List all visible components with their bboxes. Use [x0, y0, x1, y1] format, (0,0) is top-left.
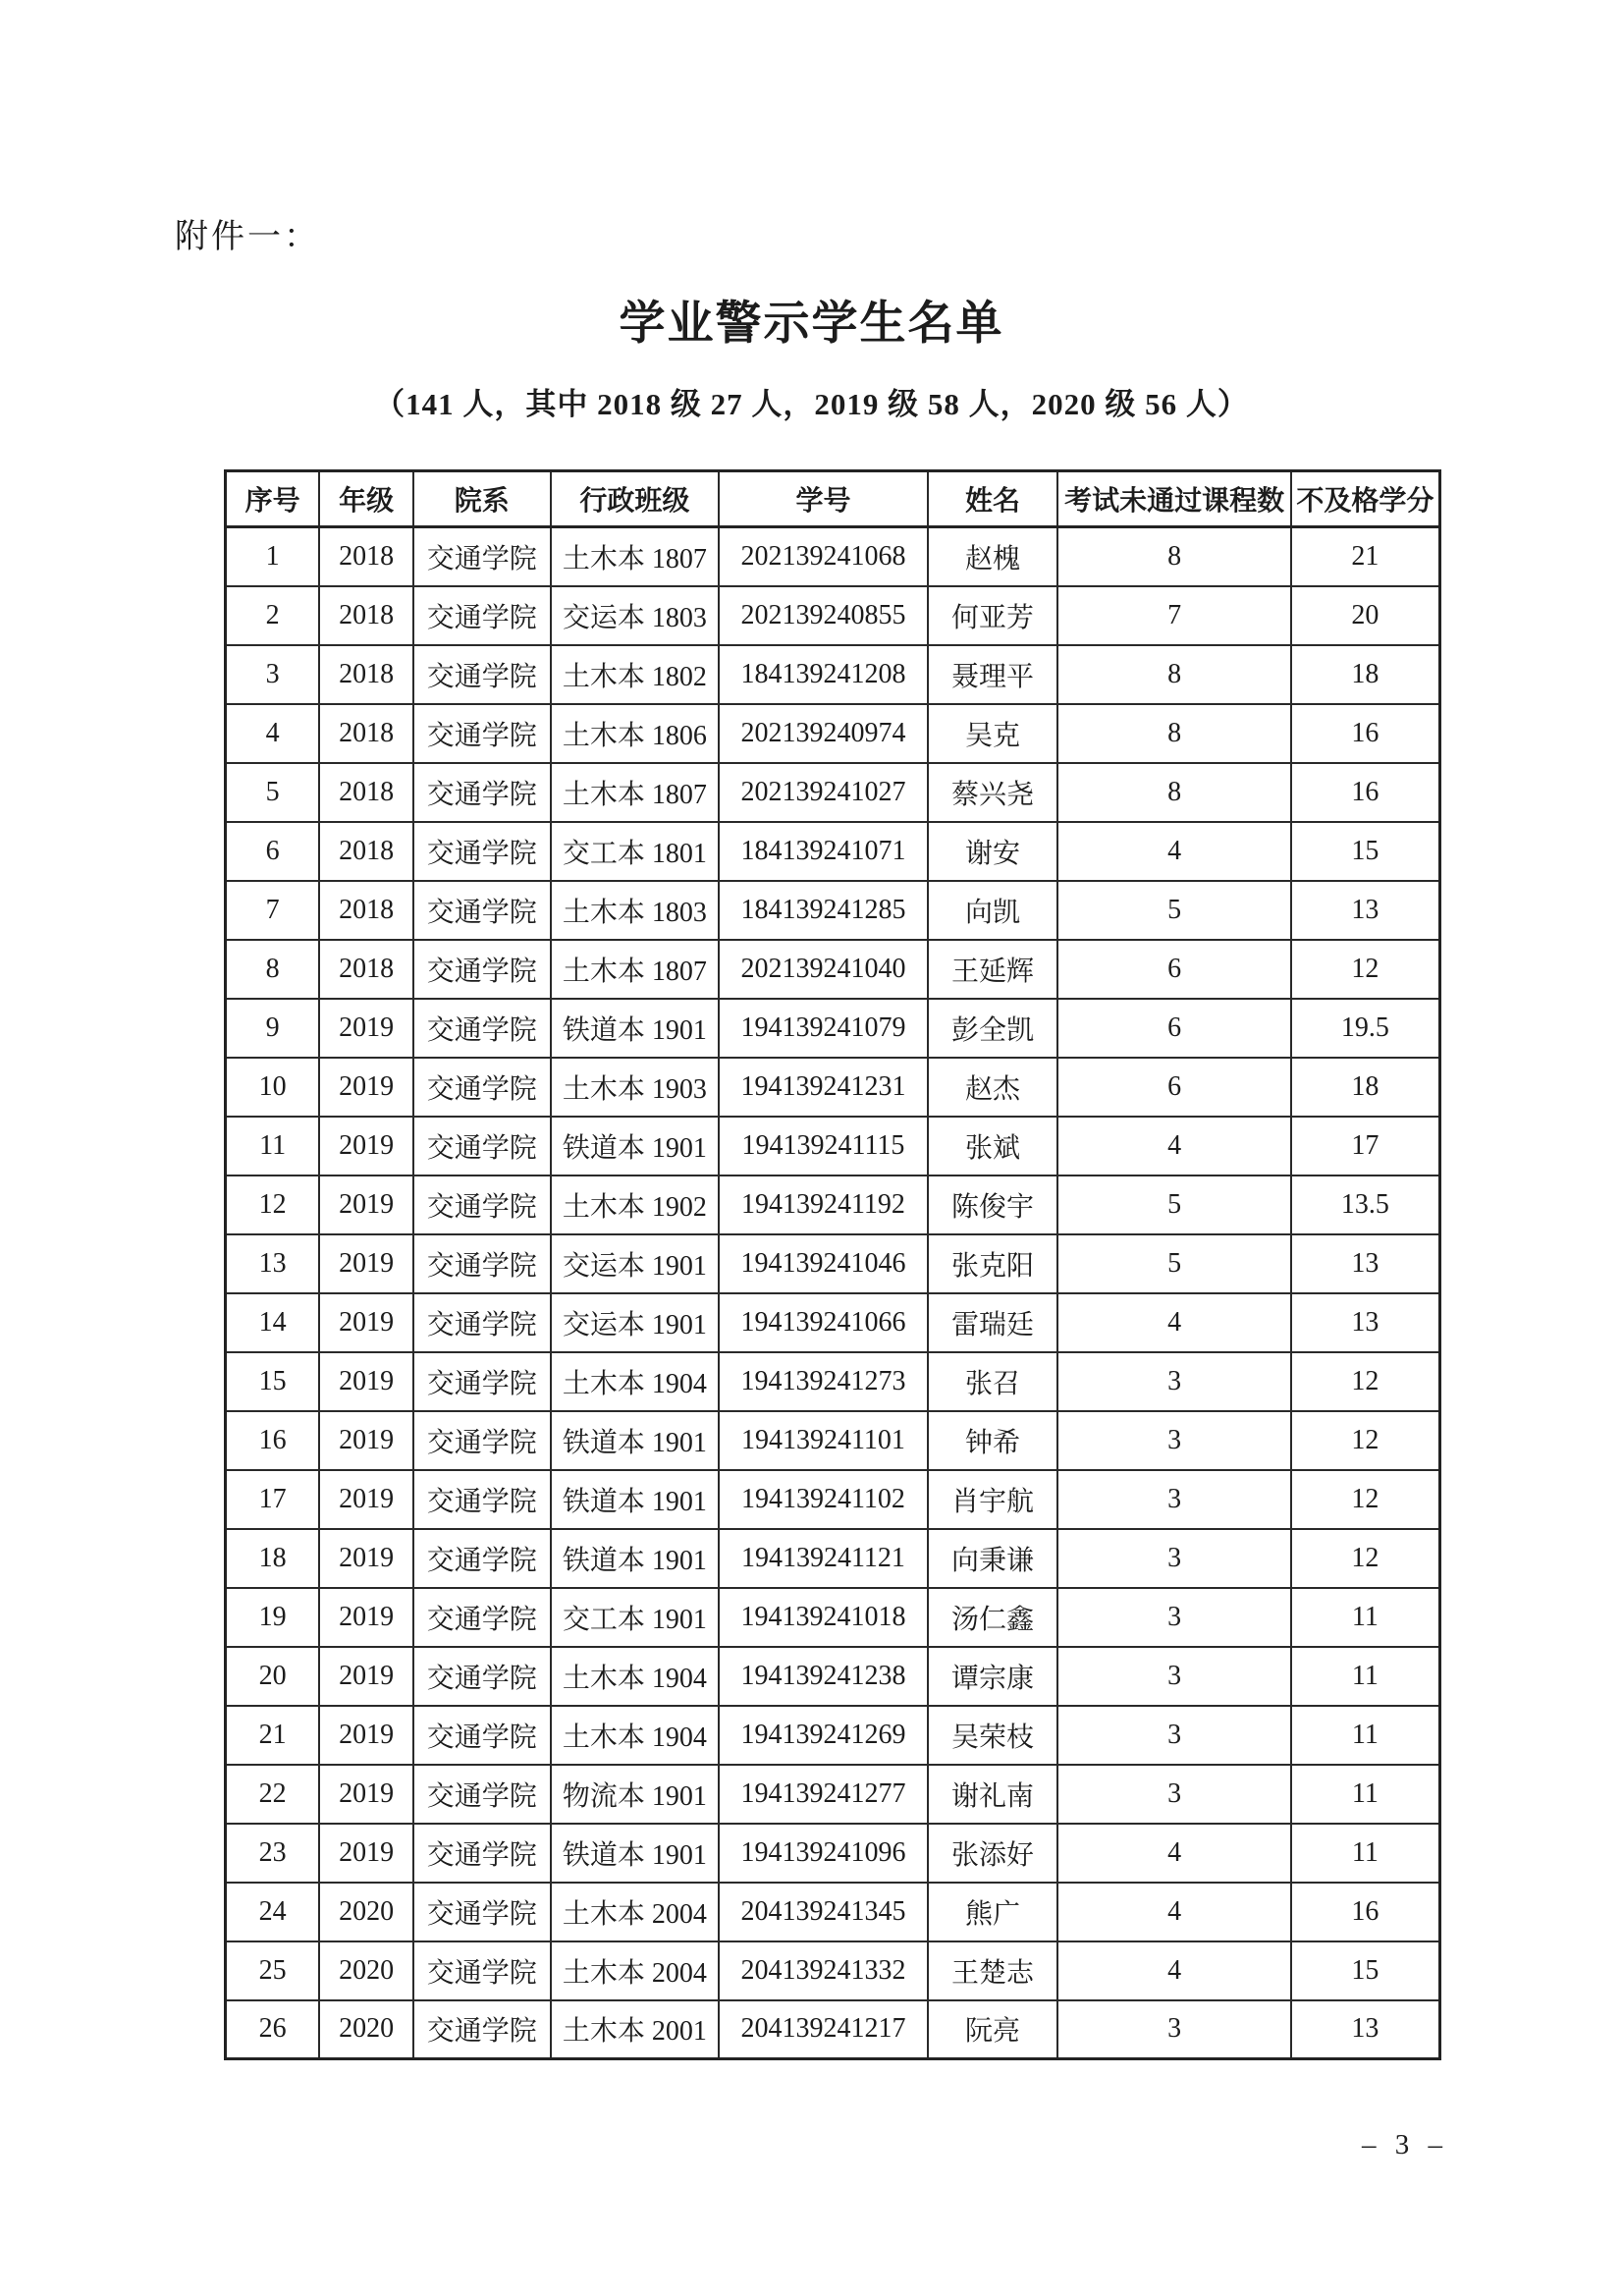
table-cell: 交运本 1803 [551, 586, 720, 645]
table-cell: 13 [1291, 1293, 1440, 1352]
table-cell: 4 [1057, 1117, 1290, 1175]
table-cell: 何亚芳 [928, 586, 1058, 645]
column-header: 姓名 [928, 471, 1058, 527]
table-cell: 交通学院 [413, 527, 551, 586]
table-cell: 2019 [319, 1293, 413, 1352]
table-cell: 7 [226, 881, 320, 940]
table-cell: 11 [1291, 1647, 1440, 1706]
table-cell: 2020 [319, 2000, 413, 2059]
table-cell: 17 [1291, 1117, 1440, 1175]
table-cell: 184139241208 [719, 645, 928, 704]
table-cell: 3 [1057, 1529, 1290, 1588]
table-cell: 交通学院 [413, 1175, 551, 1234]
table-cell: 土木本 1802 [551, 645, 720, 704]
table-cell: 4 [226, 704, 320, 763]
table-cell: 204139241217 [719, 2000, 928, 2059]
table-cell: 交通学院 [413, 822, 551, 881]
table-cell: 3 [226, 645, 320, 704]
column-header: 考试未通过课程数 [1057, 471, 1290, 527]
table-cell: 16 [1291, 1883, 1440, 1941]
table-row [226, 1058, 1440, 1117]
page-number: – 3 – [1362, 2129, 1448, 2160]
table-cell: 向秉谦 [928, 1529, 1058, 1588]
table-cell: 交通学院 [413, 1588, 551, 1647]
table-cell: 谢安 [928, 822, 1058, 881]
table-cell: 11 [1291, 1588, 1440, 1647]
table-cell: 18 [1291, 1058, 1440, 1117]
table-cell: 交通学院 [413, 1765, 551, 1824]
table-cell: 202139241068 [719, 527, 928, 586]
table-cell: 4 [1057, 1941, 1290, 2000]
table-cell: 雷瑞廷 [928, 1293, 1058, 1352]
table-cell: 土木本 2004 [551, 1883, 720, 1941]
table-cell: 20 [1291, 586, 1440, 645]
table-cell: 3 [1057, 1706, 1290, 1765]
table-cell: 2019 [319, 1529, 413, 1588]
table-cell: 11 [226, 1117, 320, 1175]
table-cell: 13 [226, 1234, 320, 1293]
table-cell: 土木本 1903 [551, 1058, 720, 1117]
table-cell: 6 [1057, 940, 1290, 999]
table-row [226, 1647, 1440, 1706]
table-cell: 194139241018 [719, 1588, 928, 1647]
table-row [226, 881, 1440, 940]
table-cell: 物流本 1901 [551, 1765, 720, 1824]
table-cell: 交通学院 [413, 1058, 551, 1117]
table-cell: 8 [1057, 704, 1290, 763]
table-cell: 17 [226, 1470, 320, 1529]
table-cell: 向凯 [928, 881, 1058, 940]
table-cell: 土木本 2001 [551, 2000, 720, 2059]
attachment-label: 附件一： [175, 219, 320, 255]
table-cell: 土木本 1904 [551, 1352, 720, 1411]
table-cell: 2020 [319, 1883, 413, 1941]
table-cell: 铁道本 1901 [551, 1470, 720, 1529]
table-cell: 184139241071 [719, 822, 928, 881]
table-cell: 铁道本 1901 [551, 1529, 720, 1588]
table-cell: 交通学院 [413, 763, 551, 822]
table-row [226, 527, 1440, 586]
table-cell: 12 [226, 1175, 320, 1234]
table-cell: 18 [226, 1529, 320, 1588]
table-row [226, 1411, 1440, 1470]
table-cell: 2020 [319, 1941, 413, 2000]
table-cell: 24 [226, 1883, 320, 1941]
table-row [226, 999, 1440, 1058]
table-cell: 2018 [319, 881, 413, 940]
table-cell: 交通学院 [413, 704, 551, 763]
table-cell: 6 [1057, 999, 1290, 1058]
table-cell: 22 [226, 1765, 320, 1824]
table-row [226, 1175, 1440, 1234]
table-cell: 张添好 [928, 1824, 1058, 1883]
table-cell: 交通学院 [413, 999, 551, 1058]
table-cell: 交通学院 [413, 1234, 551, 1293]
table-cell: 汤仁鑫 [928, 1588, 1058, 1647]
table-cell: 16 [1291, 763, 1440, 822]
table-cell: 彭全凯 [928, 999, 1058, 1058]
table-cell: 202139240855 [719, 586, 928, 645]
table-cell: 4 [1057, 1293, 1290, 1352]
table-cell: 5 [1057, 1175, 1290, 1234]
table-cell: 谢礼南 [928, 1765, 1058, 1824]
table-cell: 聂理平 [928, 645, 1058, 704]
table-cell: 11 [1291, 1706, 1440, 1765]
table-cell: 2018 [319, 822, 413, 881]
table-cell: 184139241285 [719, 881, 928, 940]
table-cell: 16 [226, 1411, 320, 1470]
table-cell: 18 [1291, 645, 1440, 704]
table-cell: 2019 [319, 1588, 413, 1647]
table-cell: 2018 [319, 645, 413, 704]
table-cell: 3 [1057, 1411, 1290, 1470]
table-cell: 交通学院 [413, 645, 551, 704]
table-row [226, 1117, 1440, 1175]
table-cell: 交运本 1901 [551, 1234, 720, 1293]
table-cell: 交通学院 [413, 940, 551, 999]
table-row [226, 1352, 1440, 1411]
table-cell: 2019 [319, 1765, 413, 1824]
table-cell: 铁道本 1901 [551, 1117, 720, 1175]
table-row [226, 586, 1440, 645]
table-cell: 交通学院 [413, 1117, 551, 1175]
table-cell: 19 [226, 1588, 320, 1647]
table-cell: 194139241101 [719, 1411, 928, 1470]
table-cell: 阮亮 [928, 2000, 1058, 2059]
table-cell: 204139241345 [719, 1883, 928, 1941]
table-cell: 肖宇航 [928, 1470, 1058, 1529]
table-cell: 2019 [319, 1234, 413, 1293]
table-cell: 12 [1291, 1529, 1440, 1588]
table-cell: 8 [1057, 645, 1290, 704]
table-cell: 交通学院 [413, 1411, 551, 1470]
table-cell: 交通学院 [413, 2000, 551, 2059]
table-cell: 交通学院 [413, 1352, 551, 1411]
student-warning-table [224, 469, 1441, 2060]
table-cell: 交通学院 [413, 1470, 551, 1529]
table-cell: 12 [1291, 1352, 1440, 1411]
table-cell: 15 [1291, 822, 1440, 881]
table-cell: 194139241066 [719, 1293, 928, 1352]
table-row [226, 763, 1440, 822]
table-cell: 交运本 1901 [551, 1293, 720, 1352]
table-cell: 2 [226, 586, 320, 645]
table-cell: 3 [1057, 1647, 1290, 1706]
table-cell: 铁道本 1901 [551, 1411, 720, 1470]
table-cell: 14 [226, 1293, 320, 1352]
table-cell: 6 [226, 822, 320, 881]
table-cell: 13 [1291, 2000, 1440, 2059]
table-cell: 15 [226, 1352, 320, 1411]
table-cell: 194139241046 [719, 1234, 928, 1293]
table-cell: 4 [1057, 822, 1290, 881]
table-cell: 吴克 [928, 704, 1058, 763]
table-cell: 王延辉 [928, 940, 1058, 999]
table-cell: 4 [1057, 1824, 1290, 1883]
table-cell: 194139241277 [719, 1765, 928, 1824]
table-header-row [226, 471, 1440, 527]
table-cell: 陈俊宇 [928, 1175, 1058, 1234]
table-row [226, 1941, 1440, 2000]
table-cell: 5 [1057, 1234, 1290, 1293]
table-cell: 交通学院 [413, 1824, 551, 1883]
table-cell: 铁道本 1901 [551, 1824, 720, 1883]
table-cell: 王楚志 [928, 1941, 1058, 2000]
table-cell: 202139240974 [719, 704, 928, 763]
table-cell: 蔡兴尧 [928, 763, 1058, 822]
column-header: 院系 [413, 471, 551, 527]
table-cell: 土木本 1807 [551, 527, 720, 586]
table-cell: 5 [226, 763, 320, 822]
table-cell: 铁道本 1901 [551, 999, 720, 1058]
table-cell: 交通学院 [413, 1529, 551, 1588]
table-cell: 土木本 2004 [551, 1941, 720, 2000]
table-cell: 194139241096 [719, 1824, 928, 1883]
table-cell: 赵杰 [928, 1058, 1058, 1117]
table-row [226, 1293, 1440, 1352]
table-cell: 2019 [319, 1647, 413, 1706]
table-cell: 交通学院 [413, 1941, 551, 2000]
table-cell: 2019 [319, 1175, 413, 1234]
table-cell: 交通学院 [413, 1647, 551, 1706]
table-row [226, 2000, 1440, 2059]
table-row [226, 1529, 1440, 1588]
table-cell: 3 [1057, 1588, 1290, 1647]
table-cell: 194139241192 [719, 1175, 928, 1234]
table-cell: 2019 [319, 1411, 413, 1470]
table-cell: 15 [1291, 1941, 1440, 2000]
table-cell: 土木本 1807 [551, 763, 720, 822]
table-cell: 16 [1291, 704, 1440, 763]
table-cell: 钟希 [928, 1411, 1058, 1470]
table-row [226, 1824, 1440, 1883]
column-header: 行政班级 [551, 471, 720, 527]
table-cell: 194139241121 [719, 1529, 928, 1588]
table-cell: 202139241027 [719, 763, 928, 822]
table-cell: 194139241079 [719, 999, 928, 1058]
page-title: 学业警示学生名单 [619, 299, 1004, 350]
column-header: 不及格学分 [1291, 471, 1440, 527]
table-row [226, 940, 1440, 999]
table-cell: 1 [226, 527, 320, 586]
table-row [226, 1234, 1440, 1293]
table-cell: 土木本 1807 [551, 940, 720, 999]
table-cell: 交通学院 [413, 1706, 551, 1765]
table-cell: 4 [1057, 1883, 1290, 1941]
table-cell: 2018 [319, 704, 413, 763]
table-cell: 5 [1057, 881, 1290, 940]
column-header: 序号 [226, 471, 320, 527]
table-cell: 10 [226, 1058, 320, 1117]
table-row [226, 645, 1440, 704]
table-cell: 19.5 [1291, 999, 1440, 1058]
table-cell: 21 [1291, 527, 1440, 586]
table-row [226, 704, 1440, 763]
table-cell: 13.5 [1291, 1175, 1440, 1234]
table-cell: 12 [1291, 1470, 1440, 1529]
table-row [226, 1765, 1440, 1824]
table-cell: 21 [226, 1706, 320, 1765]
table-cell: 202139241040 [719, 940, 928, 999]
table-cell: 6 [1057, 1058, 1290, 1117]
table-cell: 交通学院 [413, 1883, 551, 1941]
table-cell: 赵槐 [928, 527, 1058, 586]
table-cell: 熊广 [928, 1883, 1058, 1941]
table-cell: 8 [226, 940, 320, 999]
table-cell: 2018 [319, 586, 413, 645]
table-cell: 194139241238 [719, 1647, 928, 1706]
table-cell: 交通学院 [413, 1293, 551, 1352]
table-cell: 张斌 [928, 1117, 1058, 1175]
table-cell: 交工本 1901 [551, 1588, 720, 1647]
column-header: 学号 [719, 471, 928, 527]
table-cell: 194139241231 [719, 1058, 928, 1117]
table-cell: 交通学院 [413, 586, 551, 645]
table-cell: 12 [1291, 940, 1440, 999]
table-cell: 2019 [319, 1058, 413, 1117]
table-cell: 2018 [319, 527, 413, 586]
table-cell: 26 [226, 2000, 320, 2059]
table-cell: 土木本 1904 [551, 1647, 720, 1706]
page-subtitle: （141 人，其中 2018 级 27 人，2019 级 58 人，2020 级 56 人） [374, 387, 1249, 421]
column-header: 年级 [319, 471, 413, 527]
table-row [226, 1706, 1440, 1765]
table-cell: 3 [1057, 1765, 1290, 1824]
table-cell: 2019 [319, 1352, 413, 1411]
table-cell: 交通学院 [413, 881, 551, 940]
table-cell: 谭宗康 [928, 1647, 1058, 1706]
table-cell: 194139241269 [719, 1706, 928, 1765]
table-cell: 3 [1057, 1470, 1290, 1529]
table-row [226, 1588, 1440, 1647]
table-cell: 张克阳 [928, 1234, 1058, 1293]
table-cell: 2019 [319, 1706, 413, 1765]
table-cell: 吴荣枝 [928, 1706, 1058, 1765]
table-cell: 25 [226, 1941, 320, 2000]
table-cell: 20 [226, 1647, 320, 1706]
table-row [226, 1470, 1440, 1529]
table-cell: 土木本 1902 [551, 1175, 720, 1234]
table-cell: 204139241332 [719, 1941, 928, 2000]
table-cell: 13 [1291, 881, 1440, 940]
table-cell: 194139241102 [719, 1470, 928, 1529]
table-cell: 土木本 1803 [551, 881, 720, 940]
table-cell: 2019 [319, 1824, 413, 1883]
table-cell: 13 [1291, 1234, 1440, 1293]
table-cell: 3 [1057, 2000, 1290, 2059]
table-cell: 张召 [928, 1352, 1058, 1411]
table-cell: 23 [226, 1824, 320, 1883]
table-cell: 3 [1057, 1352, 1290, 1411]
table-cell: 12 [1291, 1411, 1440, 1470]
table-cell: 土木本 1904 [551, 1706, 720, 1765]
table-row [226, 822, 1440, 881]
table-cell: 土木本 1806 [551, 704, 720, 763]
table-cell: 2019 [319, 999, 413, 1058]
table-cell: 2019 [319, 1470, 413, 1529]
table-cell: 7 [1057, 586, 1290, 645]
table-cell: 11 [1291, 1824, 1440, 1883]
table-cell: 11 [1291, 1765, 1440, 1824]
table-cell: 8 [1057, 527, 1290, 586]
table-cell: 194139241115 [719, 1117, 928, 1175]
table-cell: 9 [226, 999, 320, 1058]
table-row [226, 1883, 1440, 1941]
table-cell: 8 [1057, 763, 1290, 822]
table-cell: 2019 [319, 1117, 413, 1175]
table-cell: 2018 [319, 763, 413, 822]
table-cell: 194139241273 [719, 1352, 928, 1411]
table-cell: 2018 [319, 940, 413, 999]
table-cell: 交工本 1801 [551, 822, 720, 881]
